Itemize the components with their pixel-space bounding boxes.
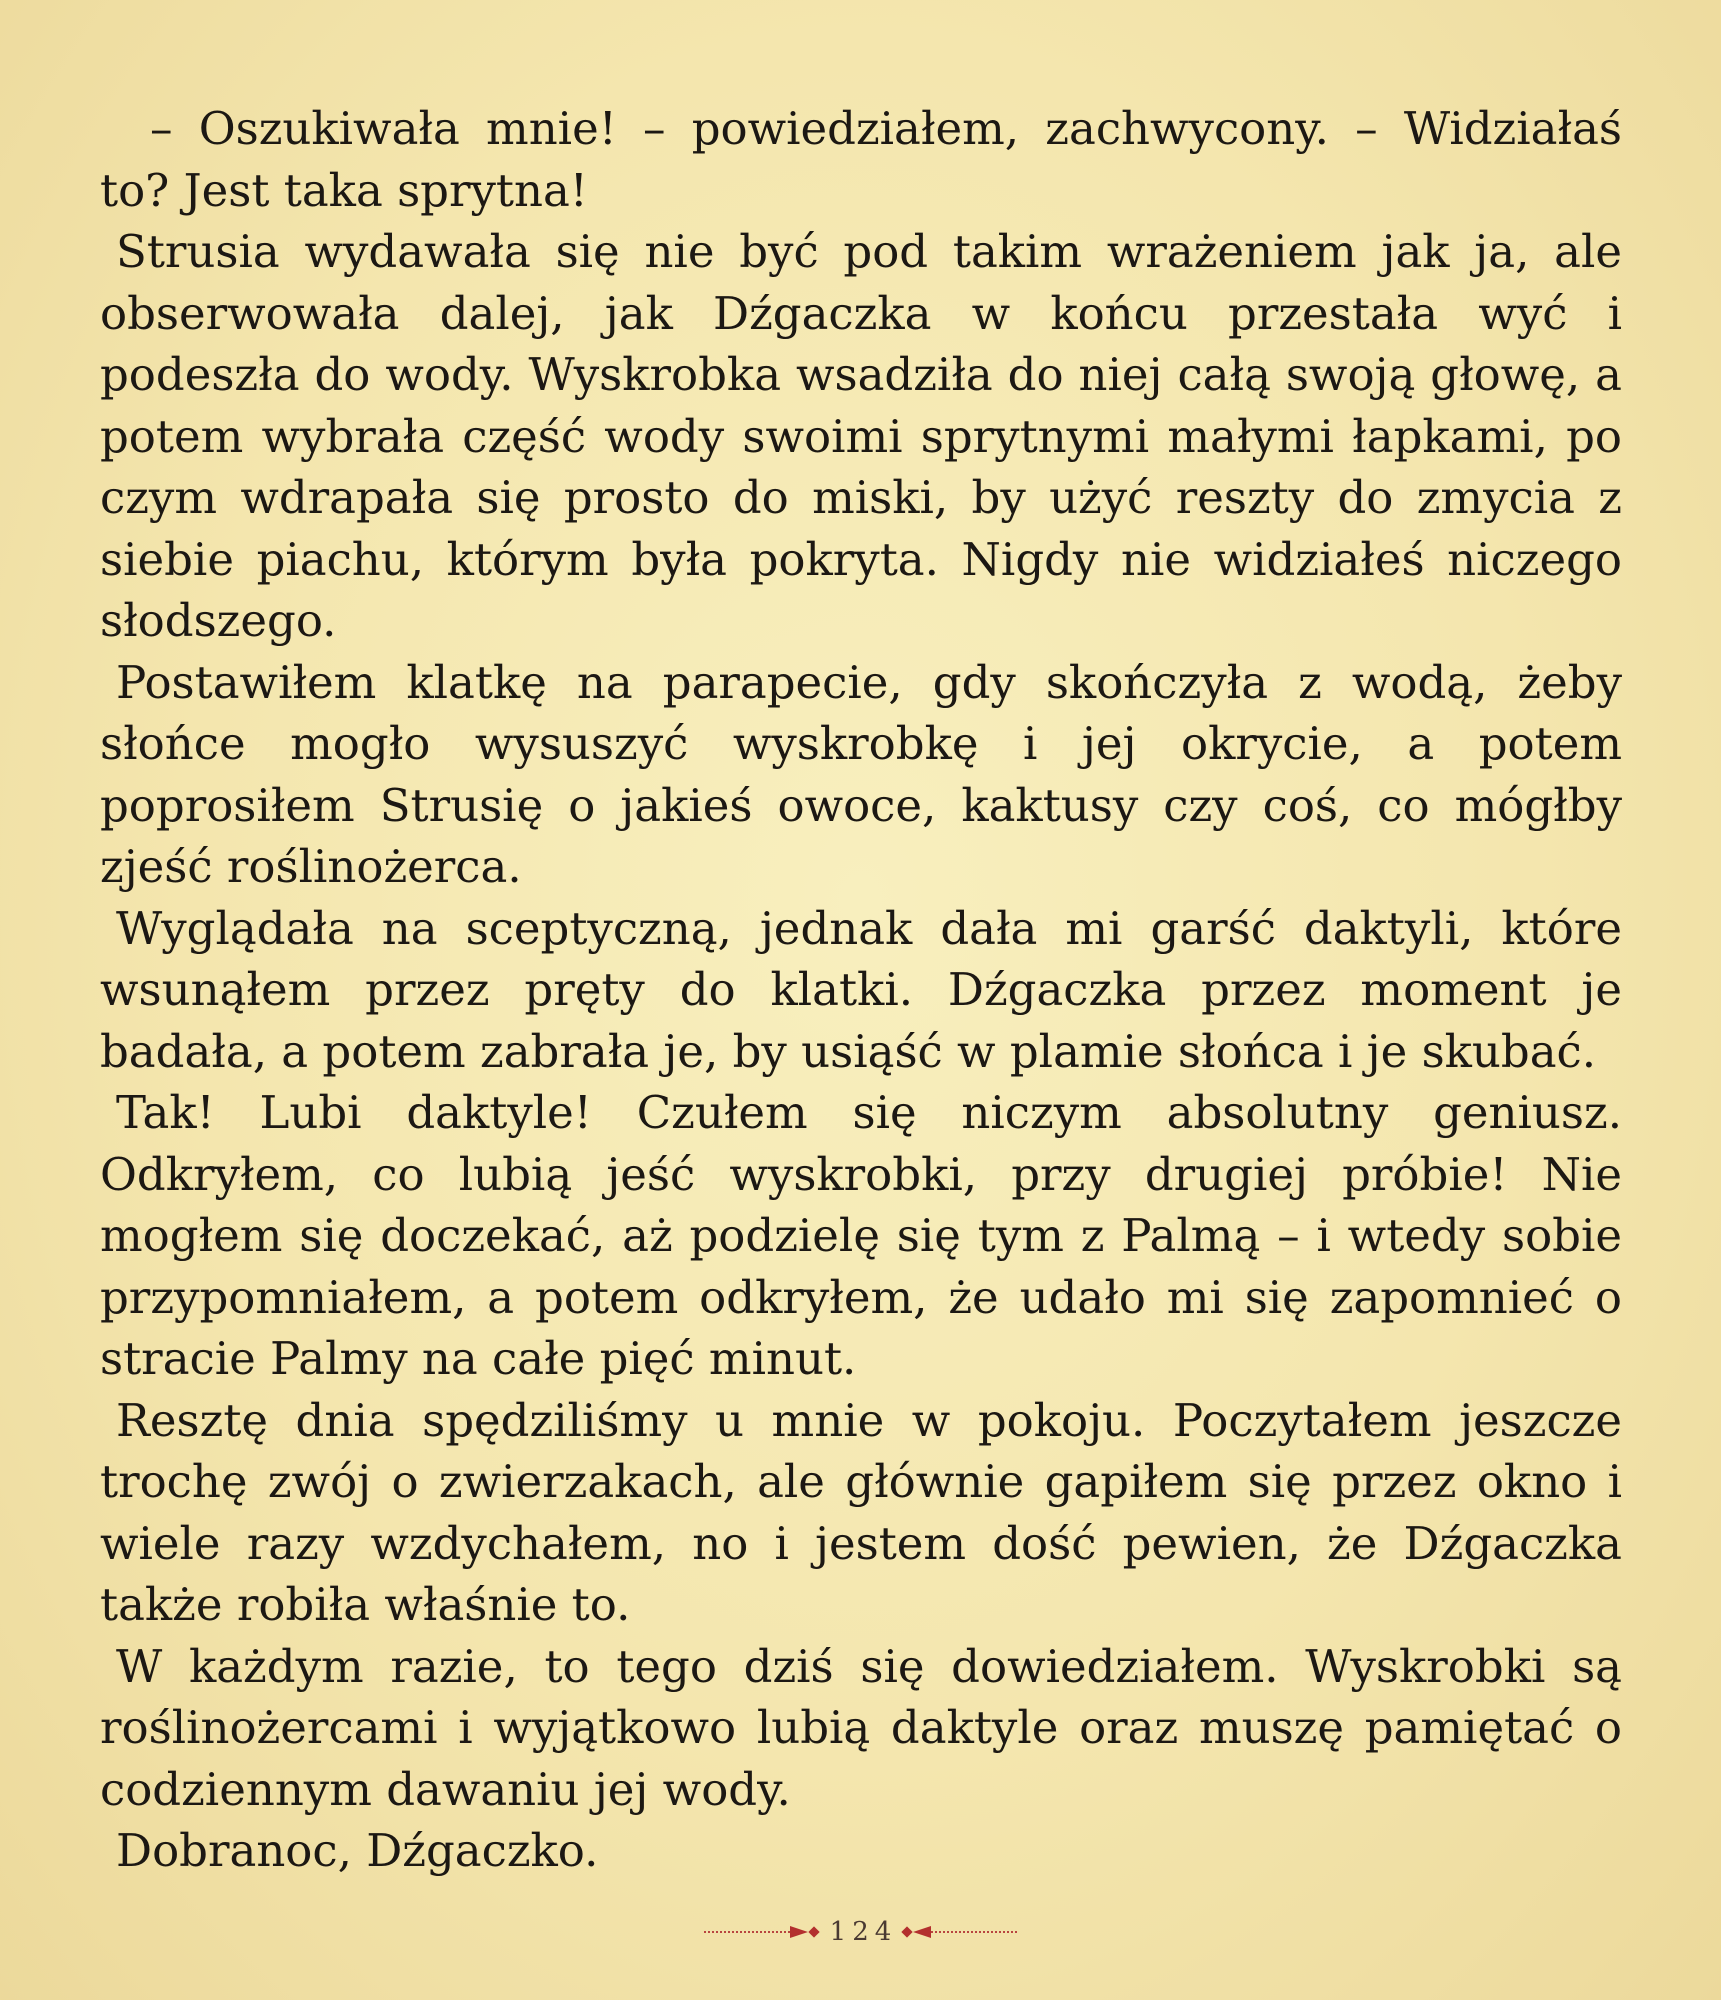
paragraph: Dobranoc, Dźgaczko. xyxy=(116,1824,599,1877)
paragraph: Tak! Lubi daktyle! Czułem się niczym absolutny geniusz. Odkryłem, co lubią jeść wyskrobki, przy drugiej próbie! Nie mogłem się doczekać, aż podzielę się tym z Palmą – i wtedy sobie przypomniałem, a potem odkryłem, że udało mi się zapomnieć o stracie Palmy na całe pięć minut. xyxy=(100,1086,1622,1385)
page-number: 124 xyxy=(829,1917,898,1947)
arrow-left-icon xyxy=(913,1926,931,1938)
paragraph: Wyglądała na sceptyczną, jednak dała mi garść daktyli, które wsunąłem przez pręty do klatki. Dźgaczka przez moment je badała, a potem zabrała je, by usiąść w plamie słońca i je skubać. xyxy=(100,901,1622,1078)
body-text xyxy=(100,98,1622,1882)
paragraph: Resztę dnia spędziliśmy u mnie w pokoju. Poczytałem jeszcze trochę zwój o zwierzakach, ale głównie gapiłem się przez okno i wiele razy wzdychałem, no i jestem dość pewien, że Dźgaczka także robiła właśnie to. xyxy=(100,1393,1622,1631)
paragraph: Strusia wydawała się nie być pod takim wrażeniem jak ja, ale obserwowała dalej, jak Dźgaczka w końcu przestała wyć i podeszła do wody. Wyskrobka wsadziła do niej całą swoją głowę, a potem wybrała część wody swoimi sprytnymi małymi łapkami, po czym wdrapała się prosto do miski, by użyć reszty do zmycia z siebie piachu, którym była pokryta. Nigdy nie widziałeś niczego słodszego. xyxy=(100,225,1622,647)
paragraph: W każdym razie, to tego dziś się dowiedziałem. Wyskrobki są roślinożercami i wyjątkowo lubią daktyle oraz muszę pamiętać o codziennym dawaniu jej wody. xyxy=(100,1639,1622,1816)
footer-ornament-left xyxy=(704,1926,820,1938)
footer-ornament-right xyxy=(901,1926,1017,1938)
dotted-line-decoration xyxy=(931,1931,1017,1933)
paragraph: Postawiłem klatkę na parapecie, gdy skończyła z wodą, żeby słońce mogło wysuszyć wyskrobkę i jej okrycie, a potem poprosiłem Strusię o jakieś owoce, kaktusy czy coś, co mógłby zjeść roślinożerca. xyxy=(100,655,1622,893)
diamond-icon xyxy=(902,1926,913,1937)
page-footer xyxy=(0,1912,1721,1952)
paragraph: – Oszukiwała mnie! – powiedziałem, zachwycony. – Widziałaś to? Jest taka sprytna! xyxy=(100,102,1622,217)
diamond-icon xyxy=(808,1926,819,1937)
dotted-line-decoration xyxy=(704,1931,790,1933)
arrow-right-icon xyxy=(790,1926,808,1938)
